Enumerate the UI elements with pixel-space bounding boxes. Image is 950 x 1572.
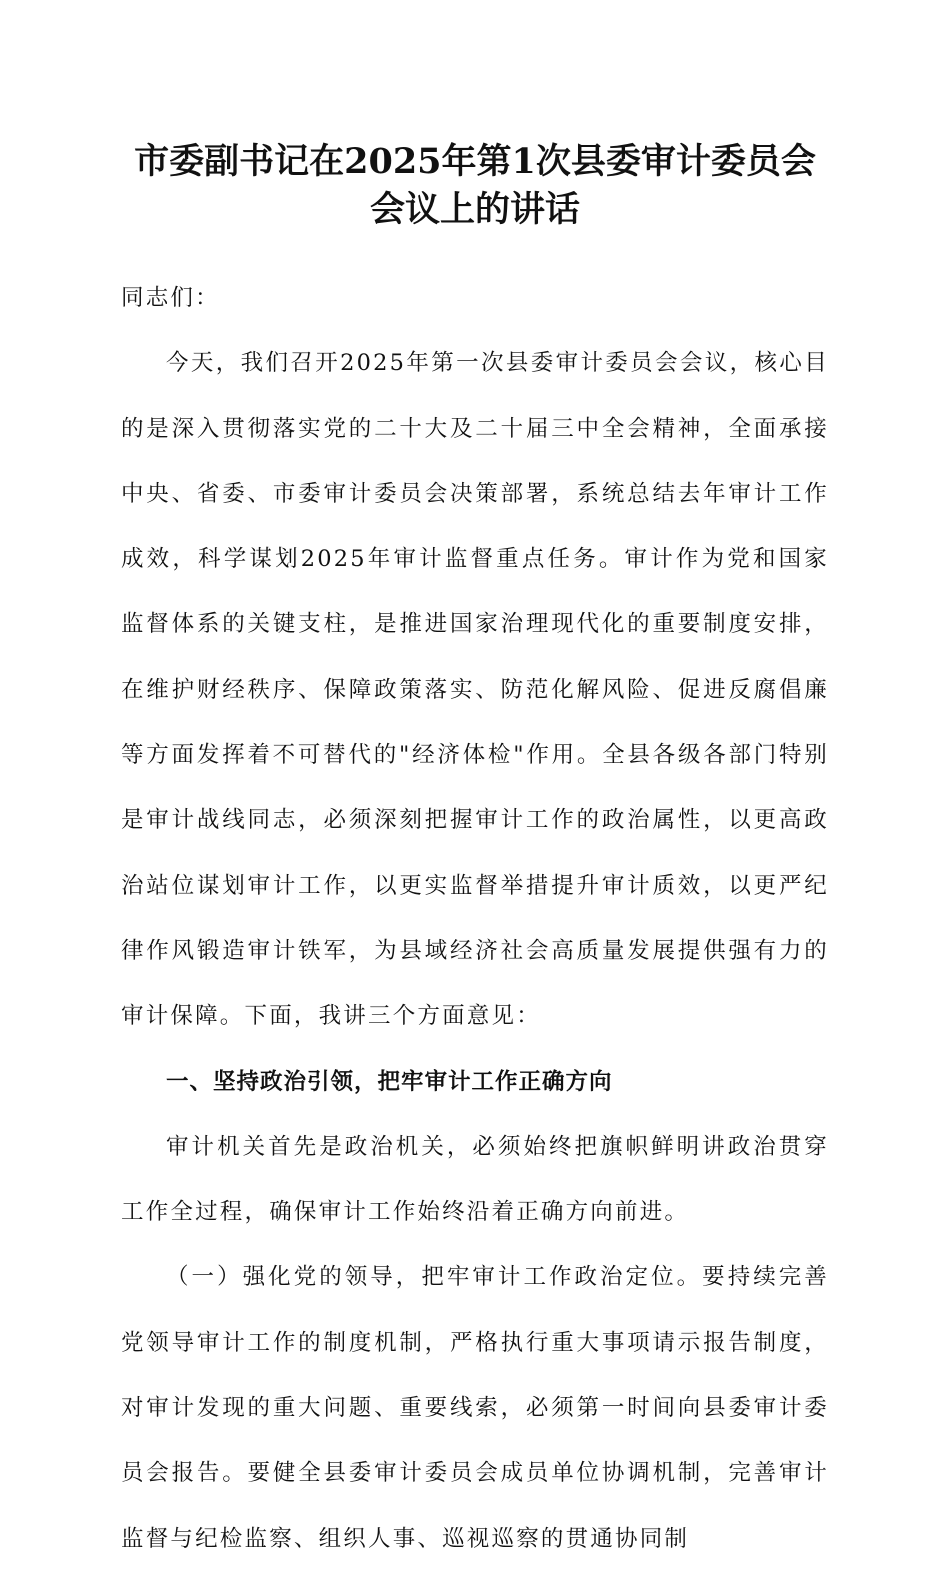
title-line-1: 市委副书记在2025年第1次县委审计委员会 bbox=[134, 141, 816, 182]
paragraph-subsection-1: （一）强化党的领导，把牢审计工作政治定位。要持续完善党领导审计工作的制度机制，严格执行重大事项请示报告制度，对审计发现的重大问题、重要线索，必须第一时间向县委审计委员会报告。要健全县委审计委员会成员单位协调机制，完善审计监督与纪检监察、组织人事、巡视巡察的贯通协同制 bbox=[121, 1264, 829, 1552]
paragraph-section-1-intro: 审计机关首先是政治机关，必须始终把旗帜鲜明讲政治贯穿工作全过程，确保审计工作始终沿着正确方向前进。 bbox=[121, 1133, 829, 1226]
document-title bbox=[110, 138, 840, 234]
greeting: 同志们： bbox=[121, 285, 220, 311]
section-heading-1: 一、坚持政治引领，把牢审计工作正确方向 bbox=[166, 1068, 613, 1095]
title-line-2: 会议上的讲话 bbox=[369, 189, 580, 230]
document-body bbox=[121, 266, 829, 1572]
paragraph-intro: 今天，我们召开2025年第一次县委审计委员会会议，核心目的是深入贯彻落实党的二十大及二十届三中全会精神，全面承接中央、省委、市委审计委员会决策部署，系统总结去年审计工作成效，科学谋划2025年审计监督重点任务。审计作为党和国家监督体系的关键支柱，是推进国家治理现代化的重要制度安排，在维护财经秩序、保障政策落实、防范化解风险、促进反腐倡廉等方面发挥着不可替代的"经济体检"作用。全县各级各部门特别是审计战线同志，必须深刻把握审计工作的政治属性，以更高政治站位谋划审计工作，以更实监督举措提升审计质效，以更严纪律作风锻造审计铁军，为县域经济社会高质量发展提供强有力的审计保障。下面，我讲三个方面意见： bbox=[121, 350, 829, 1030]
